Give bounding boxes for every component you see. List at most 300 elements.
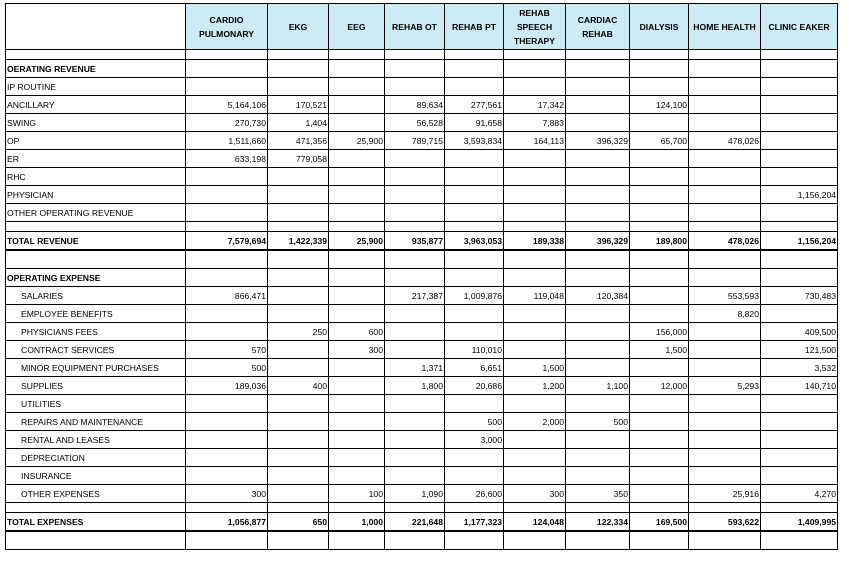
cell[interactable]: 570 bbox=[186, 341, 268, 359]
cell[interactable]: 56,528 bbox=[385, 114, 445, 132]
cell[interactable] bbox=[385, 150, 445, 168]
cell[interactable] bbox=[445, 250, 504, 269]
cell[interactable] bbox=[445, 269, 504, 287]
cell[interactable]: 396,329 bbox=[566, 132, 630, 150]
cell[interactable] bbox=[504, 50, 566, 60]
cell[interactable] bbox=[268, 287, 329, 305]
cell[interactable]: 1,200 bbox=[504, 377, 566, 395]
cell[interactable]: 17,342 bbox=[504, 96, 566, 114]
cell[interactable] bbox=[504, 250, 566, 269]
cell[interactable] bbox=[689, 204, 761, 222]
cell[interactable]: 156,000 bbox=[630, 323, 689, 341]
row-label[interactable]: RENTAL AND LEASES bbox=[6, 431, 186, 449]
cell[interactable]: 400 bbox=[268, 377, 329, 395]
cell[interactable] bbox=[566, 359, 630, 377]
cell[interactable] bbox=[630, 531, 689, 550]
cell[interactable] bbox=[566, 150, 630, 168]
cell[interactable] bbox=[385, 395, 445, 413]
cell[interactable] bbox=[689, 323, 761, 341]
cell[interactable] bbox=[329, 449, 385, 467]
row-label[interactable]: OTHER OPERATING REVENUE bbox=[6, 204, 186, 222]
cell[interactable] bbox=[630, 485, 689, 503]
cell[interactable] bbox=[504, 60, 566, 78]
cell[interactable]: 189,338 bbox=[504, 232, 566, 251]
cell[interactable]: 593,622 bbox=[689, 513, 761, 532]
cell[interactable] bbox=[385, 168, 445, 186]
cell[interactable] bbox=[504, 150, 566, 168]
cell[interactable] bbox=[566, 114, 630, 132]
cell[interactable]: 409,500 bbox=[761, 323, 838, 341]
cell[interactable]: 1,056,877 bbox=[186, 513, 268, 532]
cell[interactable] bbox=[689, 341, 761, 359]
cell[interactable] bbox=[329, 150, 385, 168]
cell[interactable] bbox=[268, 305, 329, 323]
cell[interactable] bbox=[329, 395, 385, 413]
cell[interactable] bbox=[566, 168, 630, 186]
cell[interactable]: 1,500 bbox=[504, 359, 566, 377]
cell[interactable]: 478,026 bbox=[689, 232, 761, 251]
cell[interactable]: 396,329 bbox=[566, 232, 630, 251]
cell[interactable] bbox=[329, 114, 385, 132]
cell[interactable] bbox=[689, 60, 761, 78]
cell[interactable]: 26,600 bbox=[445, 485, 504, 503]
cell[interactable] bbox=[329, 503, 385, 513]
cell[interactable] bbox=[566, 341, 630, 359]
cell[interactable] bbox=[445, 168, 504, 186]
cell[interactable]: 600 bbox=[329, 323, 385, 341]
cell[interactable] bbox=[329, 359, 385, 377]
cell[interactable] bbox=[630, 287, 689, 305]
cell[interactable] bbox=[186, 60, 268, 78]
cell[interactable] bbox=[186, 395, 268, 413]
cell[interactable] bbox=[689, 503, 761, 513]
cell[interactable] bbox=[689, 222, 761, 232]
cell[interactable] bbox=[329, 186, 385, 204]
cell[interactable] bbox=[761, 305, 838, 323]
cell[interactable] bbox=[761, 413, 838, 431]
cell[interactable]: 3,000 bbox=[445, 431, 504, 449]
cell[interactable]: 3,532 bbox=[761, 359, 838, 377]
cell[interactable] bbox=[761, 222, 838, 232]
row-label[interactable]: INSURANCE bbox=[6, 467, 186, 485]
cell[interactable]: 277,561 bbox=[445, 96, 504, 114]
cell[interactable]: 866,471 bbox=[186, 287, 268, 305]
cell[interactable] bbox=[186, 305, 268, 323]
cell[interactable] bbox=[445, 503, 504, 513]
cell[interactable]: 189,036 bbox=[186, 377, 268, 395]
row-label[interactable]: IP ROUTINE bbox=[6, 78, 186, 96]
cell[interactable] bbox=[268, 503, 329, 513]
cell[interactable]: 20,686 bbox=[445, 377, 504, 395]
cell[interactable] bbox=[385, 467, 445, 485]
cell[interactable]: 779,058 bbox=[268, 150, 329, 168]
cell[interactable] bbox=[329, 78, 385, 96]
cell[interactable] bbox=[445, 222, 504, 232]
cell[interactable] bbox=[689, 50, 761, 60]
cell[interactable] bbox=[445, 150, 504, 168]
cell[interactable] bbox=[630, 250, 689, 269]
cell[interactable]: 1,500 bbox=[630, 341, 689, 359]
cell[interactable] bbox=[689, 78, 761, 96]
cell[interactable] bbox=[268, 60, 329, 78]
cell[interactable] bbox=[761, 431, 838, 449]
cell[interactable]: 119,048 bbox=[504, 287, 566, 305]
cell[interactable] bbox=[445, 395, 504, 413]
cell[interactable] bbox=[268, 50, 329, 60]
cell[interactable]: 189,800 bbox=[630, 232, 689, 251]
cell[interactable] bbox=[566, 269, 630, 287]
cell[interactable] bbox=[689, 250, 761, 269]
cell[interactable] bbox=[268, 531, 329, 550]
cell[interactable]: 1,100 bbox=[566, 377, 630, 395]
cell[interactable] bbox=[329, 222, 385, 232]
cell[interactable] bbox=[761, 395, 838, 413]
cell[interactable]: 1,177,323 bbox=[445, 513, 504, 532]
cell[interactable] bbox=[186, 204, 268, 222]
cell[interactable] bbox=[566, 250, 630, 269]
column-header[interactable]: EEG bbox=[329, 4, 385, 50]
column-header[interactable]: REHAB SPEECH THERAPY bbox=[504, 4, 566, 50]
cell[interactable]: 169,500 bbox=[630, 513, 689, 532]
cell[interactable]: 250 bbox=[268, 323, 329, 341]
cell[interactable] bbox=[385, 50, 445, 60]
cell[interactable] bbox=[445, 50, 504, 60]
cell[interactable]: 500 bbox=[186, 359, 268, 377]
cell[interactable] bbox=[385, 305, 445, 323]
cell[interactable] bbox=[329, 531, 385, 550]
cell[interactable] bbox=[186, 269, 268, 287]
cell[interactable] bbox=[566, 50, 630, 60]
cell[interactable]: 2,000 bbox=[504, 413, 566, 431]
cell[interactable] bbox=[445, 204, 504, 222]
cell[interactable] bbox=[445, 305, 504, 323]
cell[interactable] bbox=[268, 485, 329, 503]
cell[interactable] bbox=[186, 413, 268, 431]
cell[interactable] bbox=[268, 431, 329, 449]
cell[interactable]: 650 bbox=[268, 513, 329, 532]
cell[interactable] bbox=[630, 60, 689, 78]
cell[interactable]: 91,658 bbox=[445, 114, 504, 132]
cell[interactable] bbox=[689, 531, 761, 550]
cell[interactable] bbox=[566, 531, 630, 550]
cell[interactable] bbox=[385, 204, 445, 222]
cell[interactable] bbox=[504, 78, 566, 96]
cell[interactable] bbox=[566, 186, 630, 204]
cell[interactable] bbox=[504, 449, 566, 467]
cell[interactable]: 121,500 bbox=[761, 341, 838, 359]
cell[interactable] bbox=[630, 305, 689, 323]
cell[interactable] bbox=[385, 413, 445, 431]
cell[interactable]: 122,334 bbox=[566, 513, 630, 532]
cell[interactable]: 500 bbox=[566, 413, 630, 431]
cell[interactable]: 1,409,995 bbox=[761, 513, 838, 532]
column-header[interactable]: REHAB OT bbox=[385, 4, 445, 50]
column-header[interactable]: CLINIC EAKER bbox=[761, 4, 838, 50]
cell[interactable] bbox=[445, 467, 504, 485]
cell[interactable] bbox=[385, 431, 445, 449]
row-label[interactable] bbox=[6, 222, 186, 232]
cell[interactable] bbox=[186, 186, 268, 204]
cell[interactable] bbox=[268, 449, 329, 467]
cell[interactable] bbox=[329, 269, 385, 287]
cell[interactable] bbox=[761, 449, 838, 467]
cell[interactable]: 1,511,660 bbox=[186, 132, 268, 150]
cell[interactable] bbox=[689, 114, 761, 132]
cell[interactable] bbox=[630, 413, 689, 431]
cell[interactable] bbox=[329, 96, 385, 114]
row-label[interactable]: DEPRECIATION bbox=[6, 449, 186, 467]
cell[interactable]: 8,820 bbox=[689, 305, 761, 323]
cell[interactable] bbox=[689, 413, 761, 431]
cell[interactable] bbox=[445, 186, 504, 204]
cell[interactable] bbox=[761, 150, 838, 168]
cell[interactable] bbox=[761, 204, 838, 222]
row-label[interactable]: CONTRACT SERVICES bbox=[6, 341, 186, 359]
cell[interactable] bbox=[566, 204, 630, 222]
cell[interactable] bbox=[761, 269, 838, 287]
cell[interactable]: 350 bbox=[566, 485, 630, 503]
cell[interactable] bbox=[504, 341, 566, 359]
cell[interactable]: 1,156,204 bbox=[761, 186, 838, 204]
column-header[interactable]: CARDIO PULMONARY bbox=[186, 4, 268, 50]
cell[interactable]: 12,000 bbox=[630, 377, 689, 395]
cell[interactable] bbox=[329, 377, 385, 395]
cell[interactable]: 124,100 bbox=[630, 96, 689, 114]
cell[interactable] bbox=[186, 449, 268, 467]
cell[interactable] bbox=[385, 341, 445, 359]
row-label[interactable]: ER bbox=[6, 150, 186, 168]
row-label[interactable]: RHC bbox=[6, 168, 186, 186]
cell[interactable] bbox=[186, 78, 268, 96]
row-label[interactable]: OERATING REVENUE bbox=[6, 60, 186, 78]
cell[interactable] bbox=[186, 531, 268, 550]
cell[interactable] bbox=[186, 50, 268, 60]
cell[interactable] bbox=[630, 150, 689, 168]
cell[interactable] bbox=[385, 531, 445, 550]
cell[interactable] bbox=[445, 78, 504, 96]
cell[interactable] bbox=[268, 413, 329, 431]
row-label[interactable]: SWING bbox=[6, 114, 186, 132]
row-label[interactable]: EMPLOYEE BENEFITS bbox=[6, 305, 186, 323]
cell[interactable]: 1,090 bbox=[385, 485, 445, 503]
cell[interactable] bbox=[329, 305, 385, 323]
cell[interactable] bbox=[329, 168, 385, 186]
cell[interactable] bbox=[689, 186, 761, 204]
cell[interactable] bbox=[268, 186, 329, 204]
cell[interactable] bbox=[385, 186, 445, 204]
cell[interactable]: 300 bbox=[186, 485, 268, 503]
cell[interactable] bbox=[385, 222, 445, 232]
cell[interactable]: 553,593 bbox=[689, 287, 761, 305]
cell[interactable] bbox=[566, 431, 630, 449]
cell[interactable] bbox=[329, 50, 385, 60]
cell[interactable] bbox=[630, 78, 689, 96]
cell[interactable] bbox=[329, 60, 385, 78]
row-label[interactable]: REPAIRS AND MAINTENANCE bbox=[6, 413, 186, 431]
cell[interactable] bbox=[186, 168, 268, 186]
cell[interactable] bbox=[445, 60, 504, 78]
cell[interactable] bbox=[566, 78, 630, 96]
cell[interactable]: 270,730 bbox=[186, 114, 268, 132]
cell[interactable] bbox=[630, 114, 689, 132]
column-header[interactable]: HOME HEALTH bbox=[689, 4, 761, 50]
cell[interactable] bbox=[268, 341, 329, 359]
cell[interactable] bbox=[329, 204, 385, 222]
cell[interactable]: 25,900 bbox=[329, 132, 385, 150]
cell[interactable] bbox=[630, 449, 689, 467]
cell[interactable] bbox=[268, 168, 329, 186]
cell[interactable] bbox=[761, 132, 838, 150]
cell[interactable]: 7,883 bbox=[504, 114, 566, 132]
cell[interactable] bbox=[689, 431, 761, 449]
cell[interactable] bbox=[566, 305, 630, 323]
cell[interactable]: 124,048 bbox=[504, 513, 566, 532]
cell[interactable]: 6,651 bbox=[445, 359, 504, 377]
cell[interactable] bbox=[504, 323, 566, 341]
cell[interactable]: 217,387 bbox=[385, 287, 445, 305]
cell[interactable] bbox=[566, 503, 630, 513]
cell[interactable]: 120,384 bbox=[566, 287, 630, 305]
column-header[interactable]: REHAB PT bbox=[445, 4, 504, 50]
column-header[interactable]: EKG bbox=[268, 4, 329, 50]
cell[interactable]: 4,270 bbox=[761, 485, 838, 503]
row-label[interactable]: PHYSICIANS FEES bbox=[6, 323, 186, 341]
cell[interactable] bbox=[504, 269, 566, 287]
cell[interactable] bbox=[566, 96, 630, 114]
cell[interactable] bbox=[689, 467, 761, 485]
cell[interactable] bbox=[504, 531, 566, 550]
cell[interactable] bbox=[566, 323, 630, 341]
cell[interactable] bbox=[329, 431, 385, 449]
cell[interactable] bbox=[268, 359, 329, 377]
cell[interactable] bbox=[186, 467, 268, 485]
cell[interactable]: 633,198 bbox=[186, 150, 268, 168]
cell[interactable]: 789,715 bbox=[385, 132, 445, 150]
cell[interactable] bbox=[268, 78, 329, 96]
cell[interactable] bbox=[186, 431, 268, 449]
cell[interactable] bbox=[630, 168, 689, 186]
cell[interactable] bbox=[385, 60, 445, 78]
cell[interactable] bbox=[689, 359, 761, 377]
cell[interactable] bbox=[630, 50, 689, 60]
cell[interactable]: 500 bbox=[445, 413, 504, 431]
cell[interactable] bbox=[445, 449, 504, 467]
cell[interactable] bbox=[186, 323, 268, 341]
cell[interactable] bbox=[689, 449, 761, 467]
row-label[interactable] bbox=[6, 531, 186, 550]
cell[interactable] bbox=[268, 222, 329, 232]
cell[interactable] bbox=[268, 395, 329, 413]
cell[interactable] bbox=[329, 250, 385, 269]
cell[interactable] bbox=[630, 186, 689, 204]
cell[interactable] bbox=[566, 449, 630, 467]
cell[interactable]: 478,026 bbox=[689, 132, 761, 150]
cell[interactable]: 1,404 bbox=[268, 114, 329, 132]
cell[interactable] bbox=[761, 531, 838, 550]
cell[interactable]: 300 bbox=[504, 485, 566, 503]
cell[interactable] bbox=[630, 467, 689, 485]
cell[interactable]: 25,916 bbox=[689, 485, 761, 503]
row-label[interactable]: SALARIES bbox=[6, 287, 186, 305]
cell[interactable]: 1,800 bbox=[385, 377, 445, 395]
cell[interactable] bbox=[385, 78, 445, 96]
row-label[interactable]: OTHER EXPENSES bbox=[6, 485, 186, 503]
row-label[interactable]: ANCILLARY bbox=[6, 96, 186, 114]
cell[interactable] bbox=[689, 96, 761, 114]
row-label[interactable]: OPERATING EXPENSE bbox=[6, 269, 186, 287]
cell[interactable] bbox=[504, 467, 566, 485]
cell[interactable] bbox=[761, 467, 838, 485]
row-label[interactable]: SUPPLIES bbox=[6, 377, 186, 395]
cell[interactable] bbox=[630, 269, 689, 287]
cell[interactable]: 5,293 bbox=[689, 377, 761, 395]
cell[interactable]: 1,371 bbox=[385, 359, 445, 377]
cell[interactable]: 7,579,694 bbox=[186, 232, 268, 251]
cell[interactable] bbox=[504, 305, 566, 323]
row-label[interactable]: OP bbox=[6, 132, 186, 150]
cell[interactable] bbox=[445, 323, 504, 341]
cell[interactable] bbox=[268, 250, 329, 269]
cell[interactable]: 164,113 bbox=[504, 132, 566, 150]
cell[interactable]: 471,356 bbox=[268, 132, 329, 150]
cell[interactable] bbox=[761, 60, 838, 78]
cell[interactable]: 1,422,339 bbox=[268, 232, 329, 251]
row-label[interactable] bbox=[6, 50, 186, 60]
cell[interactable] bbox=[504, 186, 566, 204]
cell[interactable]: 1,156,204 bbox=[761, 232, 838, 251]
column-header[interactable]: DIALYSIS bbox=[630, 4, 689, 50]
cell[interactable]: 100 bbox=[329, 485, 385, 503]
cell[interactable] bbox=[761, 78, 838, 96]
row-label[interactable]: PHYSICIAN bbox=[6, 186, 186, 204]
cell[interactable] bbox=[566, 395, 630, 413]
cell[interactable] bbox=[329, 467, 385, 485]
cell[interactable] bbox=[329, 287, 385, 305]
cell[interactable]: 140,710 bbox=[761, 377, 838, 395]
cell[interactable] bbox=[761, 50, 838, 60]
cell[interactable]: 170,521 bbox=[268, 96, 329, 114]
cell[interactable] bbox=[504, 222, 566, 232]
cell[interactable] bbox=[504, 395, 566, 413]
cell[interactable] bbox=[385, 269, 445, 287]
cell[interactable] bbox=[186, 250, 268, 269]
cell[interactable] bbox=[761, 96, 838, 114]
cell[interactable] bbox=[761, 503, 838, 513]
cell[interactable] bbox=[385, 323, 445, 341]
cell[interactable] bbox=[186, 503, 268, 513]
cell[interactable] bbox=[268, 467, 329, 485]
cell[interactable] bbox=[689, 168, 761, 186]
cell[interactable] bbox=[385, 449, 445, 467]
cell[interactable]: 1,000 bbox=[329, 513, 385, 532]
cell[interactable] bbox=[504, 204, 566, 222]
cell[interactable] bbox=[445, 531, 504, 550]
cell[interactable] bbox=[566, 60, 630, 78]
cell[interactable] bbox=[186, 222, 268, 232]
cell[interactable] bbox=[385, 250, 445, 269]
cell[interactable] bbox=[566, 467, 630, 485]
cell[interactable]: 110,010 bbox=[445, 341, 504, 359]
cell[interactable]: 3,593,834 bbox=[445, 132, 504, 150]
cell[interactable] bbox=[630, 222, 689, 232]
cell[interactable]: 730,483 bbox=[761, 287, 838, 305]
row-label[interactable]: UTILITIES bbox=[6, 395, 186, 413]
cell[interactable] bbox=[504, 168, 566, 186]
cell[interactable]: 300 bbox=[329, 341, 385, 359]
cell[interactable]: 89,634 bbox=[385, 96, 445, 114]
cell[interactable]: 3,963,053 bbox=[445, 232, 504, 251]
row-label[interactable] bbox=[6, 503, 186, 513]
